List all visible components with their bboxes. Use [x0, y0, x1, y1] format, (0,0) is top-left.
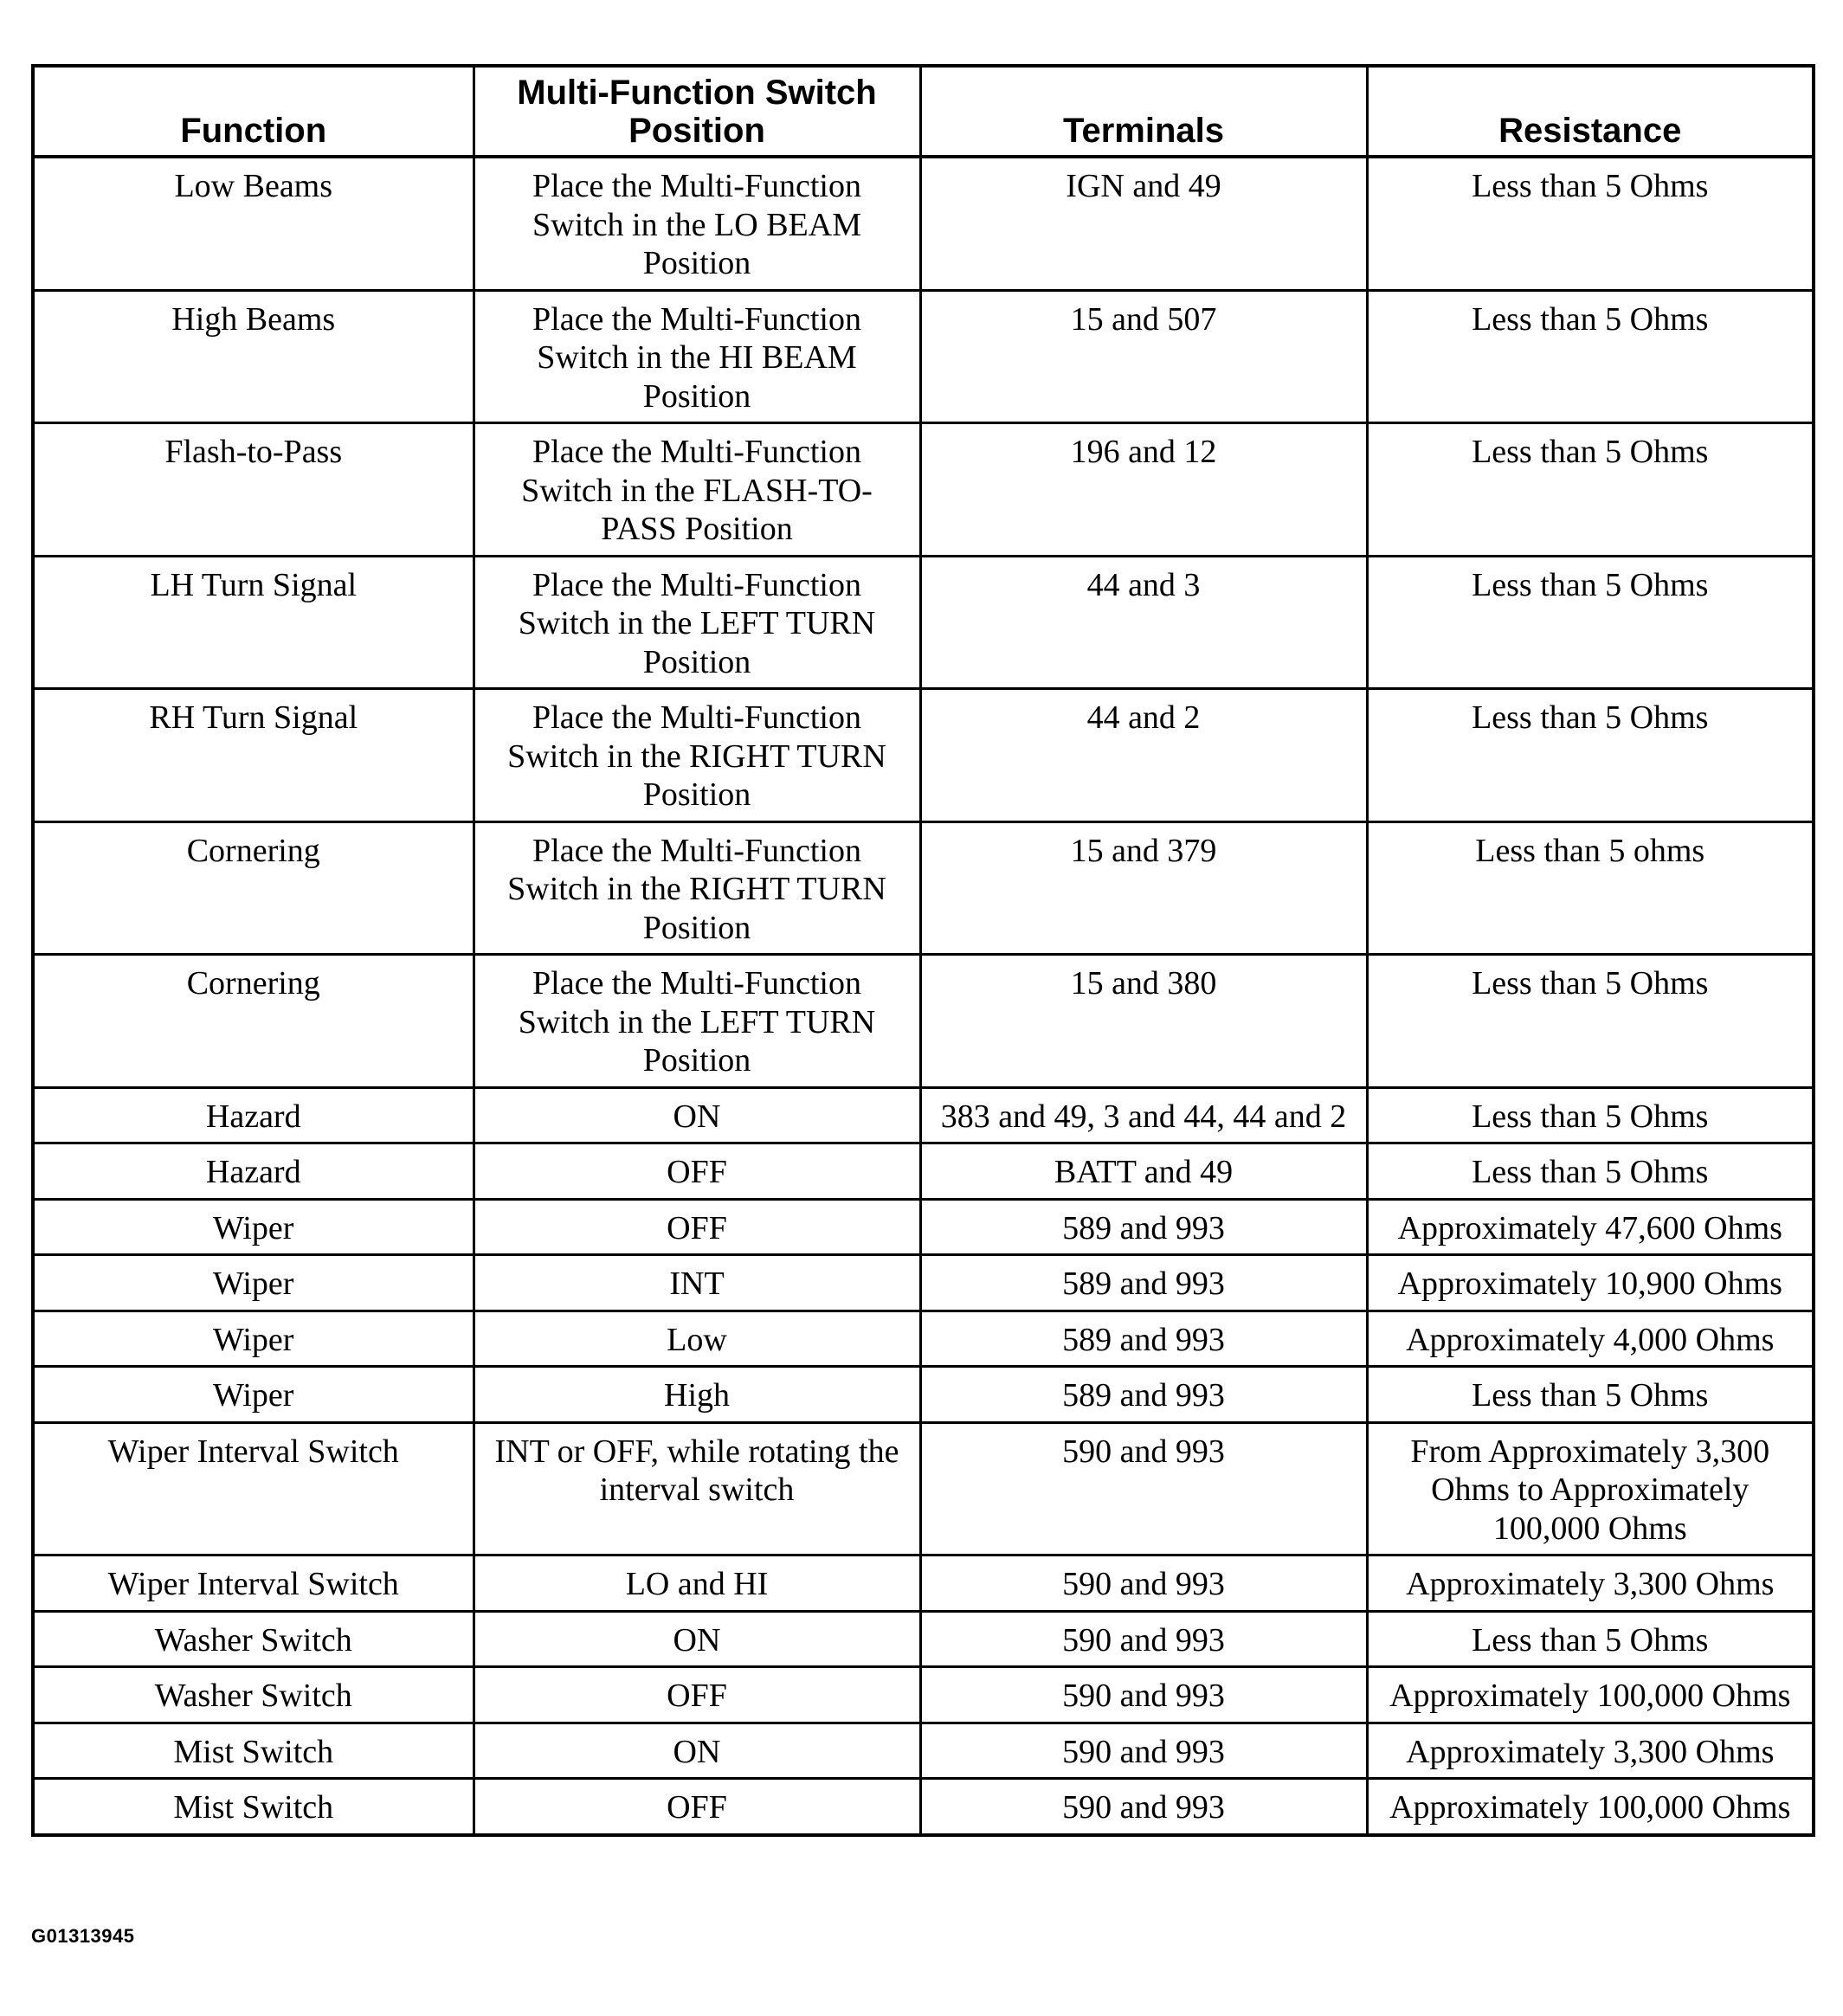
cell-function: Washer Switch: [33, 1611, 474, 1667]
cell-switch-position: ON: [474, 1087, 920, 1143]
cell-resistance: Approximately 100,000 Ohms: [1367, 1779, 1814, 1835]
cell-terminals: 44 and 3: [920, 556, 1367, 689]
cell-function: Cornering: [33, 955, 474, 1088]
cell-switch-position: ON: [474, 1611, 920, 1667]
cell-switch-position: Place the Multi-Function Switch in the LO BEAM Position: [474, 157, 920, 290]
cell-terminals: 590 and 993: [920, 1555, 1367, 1612]
cell-function: Flash-to-Pass: [33, 423, 474, 557]
cell-resistance: Less than 5 Ohms: [1367, 955, 1814, 1088]
table-row: [33, 1422, 1814, 1555]
cell-terminals: 383 and 49, 3 and 44, 44 and 2: [920, 1087, 1367, 1143]
cell-switch-position: INT or OFF, while rotating the interval switch: [474, 1422, 920, 1555]
cell-resistance: Less than 5 Ohms: [1367, 1367, 1814, 1423]
cell-resistance: Less than 5 Ohms: [1367, 1087, 1814, 1143]
cell-terminals: 15 and 379: [920, 821, 1367, 955]
cell-terminals: 196 and 12: [920, 423, 1367, 557]
cell-function: Mist Switch: [33, 1723, 474, 1779]
cell-switch-position: ON: [474, 1723, 920, 1779]
table-row: [33, 290, 1814, 423]
cell-switch-position: Place the Multi-Function Switch in the HI BEAM Position: [474, 290, 920, 423]
cell-switch-position: LO and HI: [474, 1555, 920, 1612]
cell-function: Wiper: [33, 1311, 474, 1367]
cell-function: Wiper Interval Switch: [33, 1555, 474, 1612]
table-row: [33, 1199, 1814, 1255]
cell-switch-position: High: [474, 1367, 920, 1423]
table-body: [33, 157, 1814, 1835]
table-row: [33, 1311, 1814, 1367]
table-row: [33, 556, 1814, 689]
cell-resistance: Less than 5 Ohms: [1367, 556, 1814, 689]
header-function: Function: [33, 66, 474, 157]
table-row: [33, 157, 1814, 290]
cell-resistance: Approximately 4,000 Ohms: [1367, 1311, 1814, 1367]
cell-function: Cornering: [33, 821, 474, 955]
table-row: [33, 1611, 1814, 1667]
table-row: [33, 423, 1814, 557]
switch-test-table: [31, 64, 1815, 1837]
header-resistance: Resistance: [1367, 66, 1814, 157]
table-row: [33, 1255, 1814, 1311]
cell-resistance: Approximately 3,300 Ohms: [1367, 1723, 1814, 1779]
header-row: [33, 66, 1814, 157]
cell-resistance: Less than 5 Ohms: [1367, 423, 1814, 557]
cell-terminals: BATT and 49: [920, 1143, 1367, 1200]
table-row: [33, 689, 1814, 822]
cell-terminals: 590 and 993: [920, 1422, 1367, 1555]
table-row: [33, 1723, 1814, 1779]
cell-function: Wiper: [33, 1367, 474, 1423]
cell-function: Wiper: [33, 1199, 474, 1255]
figure-id: G01313945: [31, 1925, 135, 1947]
cell-function: Washer Switch: [33, 1667, 474, 1723]
table-row: [33, 955, 1814, 1088]
cell-resistance: From Approximately 3,300 Ohms to Approximately 100,000 Ohms: [1367, 1422, 1814, 1555]
cell-terminals: 590 and 993: [920, 1723, 1367, 1779]
cell-resistance: Less than 5 Ohms: [1367, 157, 1814, 290]
cell-resistance: Approximately 47,600 Ohms: [1367, 1199, 1814, 1255]
table-row: [33, 1779, 1814, 1835]
cell-function: Low Beams: [33, 157, 474, 290]
cell-resistance: Approximately 3,300 Ohms: [1367, 1555, 1814, 1612]
cell-resistance: Less than 5 Ohms: [1367, 290, 1814, 423]
table-row: [33, 821, 1814, 955]
cell-function: Hazard: [33, 1143, 474, 1200]
cell-switch-position: OFF: [474, 1779, 920, 1835]
header-switch-position-line1: Multi-Function Switch: [517, 74, 877, 112]
cell-terminals: IGN and 49: [920, 157, 1367, 290]
table-row: [33, 1367, 1814, 1423]
cell-switch-position: Place the Multi-Function Switch in the RIGHT TURN Position: [474, 689, 920, 822]
cell-function: LH Turn Signal: [33, 556, 474, 689]
cell-switch-position: OFF: [474, 1143, 920, 1200]
table-row: [33, 1555, 1814, 1612]
cell-terminals: 590 and 993: [920, 1779, 1367, 1835]
cell-switch-position: INT: [474, 1255, 920, 1311]
cell-terminals: 589 and 993: [920, 1311, 1367, 1367]
cell-terminals: 589 and 993: [920, 1199, 1367, 1255]
cell-function: RH Turn Signal: [33, 689, 474, 822]
table-row: [33, 1667, 1814, 1723]
header-switch-position-line2: Position: [628, 112, 765, 150]
cell-terminals: 44 and 2: [920, 689, 1367, 822]
table-row: [33, 1143, 1814, 1200]
cell-switch-position: Place the Multi-Function Switch in the RIGHT TURN Position: [474, 821, 920, 955]
cell-switch-position: Low: [474, 1311, 920, 1367]
cell-function: Wiper: [33, 1255, 474, 1311]
cell-function: High Beams: [33, 290, 474, 423]
cell-switch-position: Place the Multi-Function Switch in the LEFT TURN Position: [474, 955, 920, 1088]
cell-resistance: Approximately 10,900 Ohms: [1367, 1255, 1814, 1311]
cell-switch-position: Place the Multi-Function Switch in the FLASH-TO-PASS Position: [474, 423, 920, 557]
cell-function: Hazard: [33, 1087, 474, 1143]
cell-resistance: Less than 5 Ohms: [1367, 1143, 1814, 1200]
cell-terminals: 590 and 993: [920, 1611, 1367, 1667]
header-switch-position: [474, 66, 920, 157]
cell-resistance: Less than 5 Ohms: [1367, 689, 1814, 822]
cell-switch-position: Place the Multi-Function Switch in the LEFT TURN Position: [474, 556, 920, 689]
header-terminals: Terminals: [920, 66, 1367, 157]
cell-terminals: 15 and 507: [920, 290, 1367, 423]
cell-switch-position: OFF: [474, 1199, 920, 1255]
cell-terminals: 590 and 993: [920, 1667, 1367, 1723]
table-row: [33, 1087, 1814, 1143]
cell-terminals: 589 and 993: [920, 1255, 1367, 1311]
cell-terminals: 15 and 380: [920, 955, 1367, 1088]
cell-resistance: Less than 5 ohms: [1367, 821, 1814, 955]
cell-function: Mist Switch: [33, 1779, 474, 1835]
cell-switch-position: OFF: [474, 1667, 920, 1723]
cell-resistance: Less than 5 Ohms: [1367, 1611, 1814, 1667]
cell-function: Wiper Interval Switch: [33, 1422, 474, 1555]
cell-resistance: Approximately 100,000 Ohms: [1367, 1667, 1814, 1723]
cell-terminals: 589 and 993: [920, 1367, 1367, 1423]
